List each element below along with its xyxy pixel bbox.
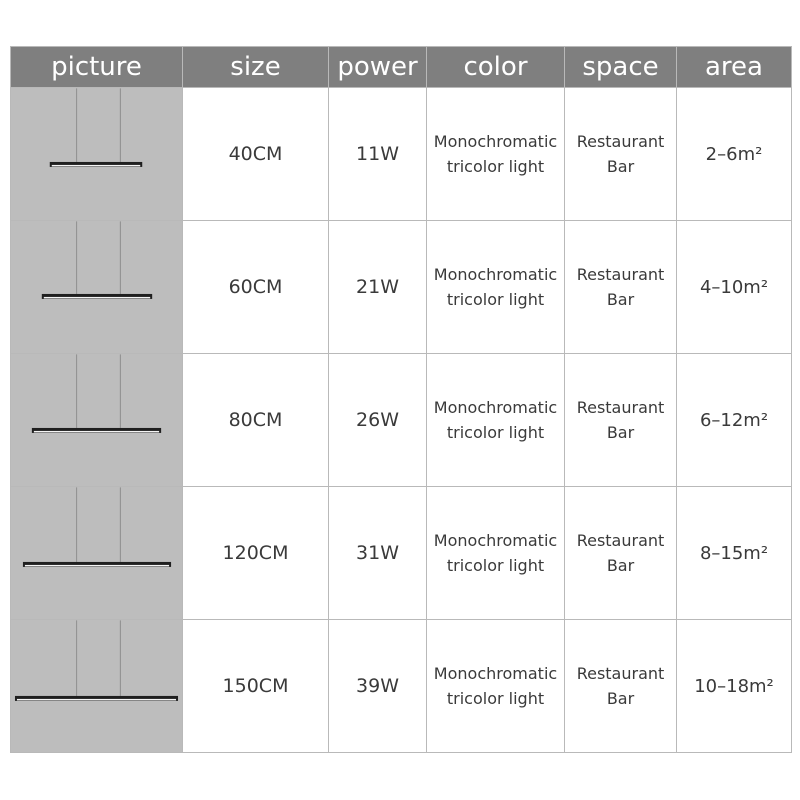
size-cell: 40CM [183, 88, 329, 221]
header-color: color [427, 47, 565, 88]
header-space: space [565, 47, 677, 88]
color-cell [427, 354, 565, 487]
size-cell: 60CM [183, 221, 329, 354]
spec-table [10, 46, 792, 753]
picture-cell [11, 487, 183, 620]
size-cell: 150CM [183, 620, 329, 753]
space-line-1: Restaurant [576, 531, 665, 550]
power-cell: 26W [329, 354, 427, 487]
space-line-2: Bar [606, 689, 635, 708]
picture-cell [11, 221, 183, 354]
header-picture: picture [11, 47, 183, 88]
table-row [11, 354, 792, 487]
space-line-1: Restaurant [576, 265, 665, 284]
power-cell: 39W [329, 620, 427, 753]
picture-cell [11, 88, 183, 221]
picture-cell [11, 354, 183, 487]
space-line-1: Restaurant [576, 132, 665, 151]
picture-cell [11, 620, 183, 753]
space-cell [565, 221, 677, 354]
area-cell: 4–10m² [677, 221, 792, 354]
space-cell [565, 354, 677, 487]
table-row [11, 487, 792, 620]
size-cell: 120CM [183, 487, 329, 620]
header-area: area [677, 47, 792, 88]
space-line-1: Restaurant [576, 664, 665, 683]
space-line-2: Bar [606, 423, 635, 442]
table-row [11, 88, 792, 221]
space-line-2: Bar [606, 556, 635, 575]
color-cell [427, 221, 565, 354]
pendant-lamp-120cm-icon [11, 487, 182, 619]
power-cell: 31W [329, 487, 427, 620]
header-size: size [183, 47, 329, 88]
table-row [11, 221, 792, 354]
color-line-2: tricolor light [446, 689, 545, 708]
space-line-1: Restaurant [576, 398, 665, 417]
area-cell: 6–12m² [677, 354, 792, 487]
header-row [11, 47, 792, 88]
color-line-2: tricolor light [446, 157, 545, 176]
color-line-2: tricolor light [446, 556, 545, 575]
area-cell: 2–6m² [677, 88, 792, 221]
color-cell [427, 487, 565, 620]
color-line-1: Monochromatic [433, 398, 558, 417]
color-cell [427, 88, 565, 221]
space-cell [565, 88, 677, 221]
space-line-2: Bar [606, 157, 635, 176]
space-cell [565, 487, 677, 620]
size-cell: 80CM [183, 354, 329, 487]
area-cell: 10–18m² [677, 620, 792, 753]
color-cell [427, 620, 565, 753]
table-row [11, 620, 792, 753]
color-line-2: tricolor light [446, 290, 545, 309]
area-cell: 8–15m² [677, 487, 792, 620]
color-line-1: Monochromatic [433, 664, 558, 683]
space-line-2: Bar [606, 290, 635, 309]
color-line-2: tricolor light [446, 423, 545, 442]
pendant-lamp-40cm-icon [11, 88, 182, 220]
color-line-1: Monochromatic [433, 531, 558, 550]
color-line-1: Monochromatic [433, 132, 558, 151]
space-cell [565, 620, 677, 753]
header-power: power [329, 47, 427, 88]
power-cell: 11W [329, 88, 427, 221]
pendant-lamp-80cm-icon [11, 354, 182, 486]
pendant-lamp-150cm-icon [11, 620, 182, 752]
power-cell: 21W [329, 221, 427, 354]
color-line-1: Monochromatic [433, 265, 558, 284]
pendant-lamp-60cm-icon [11, 221, 182, 353]
